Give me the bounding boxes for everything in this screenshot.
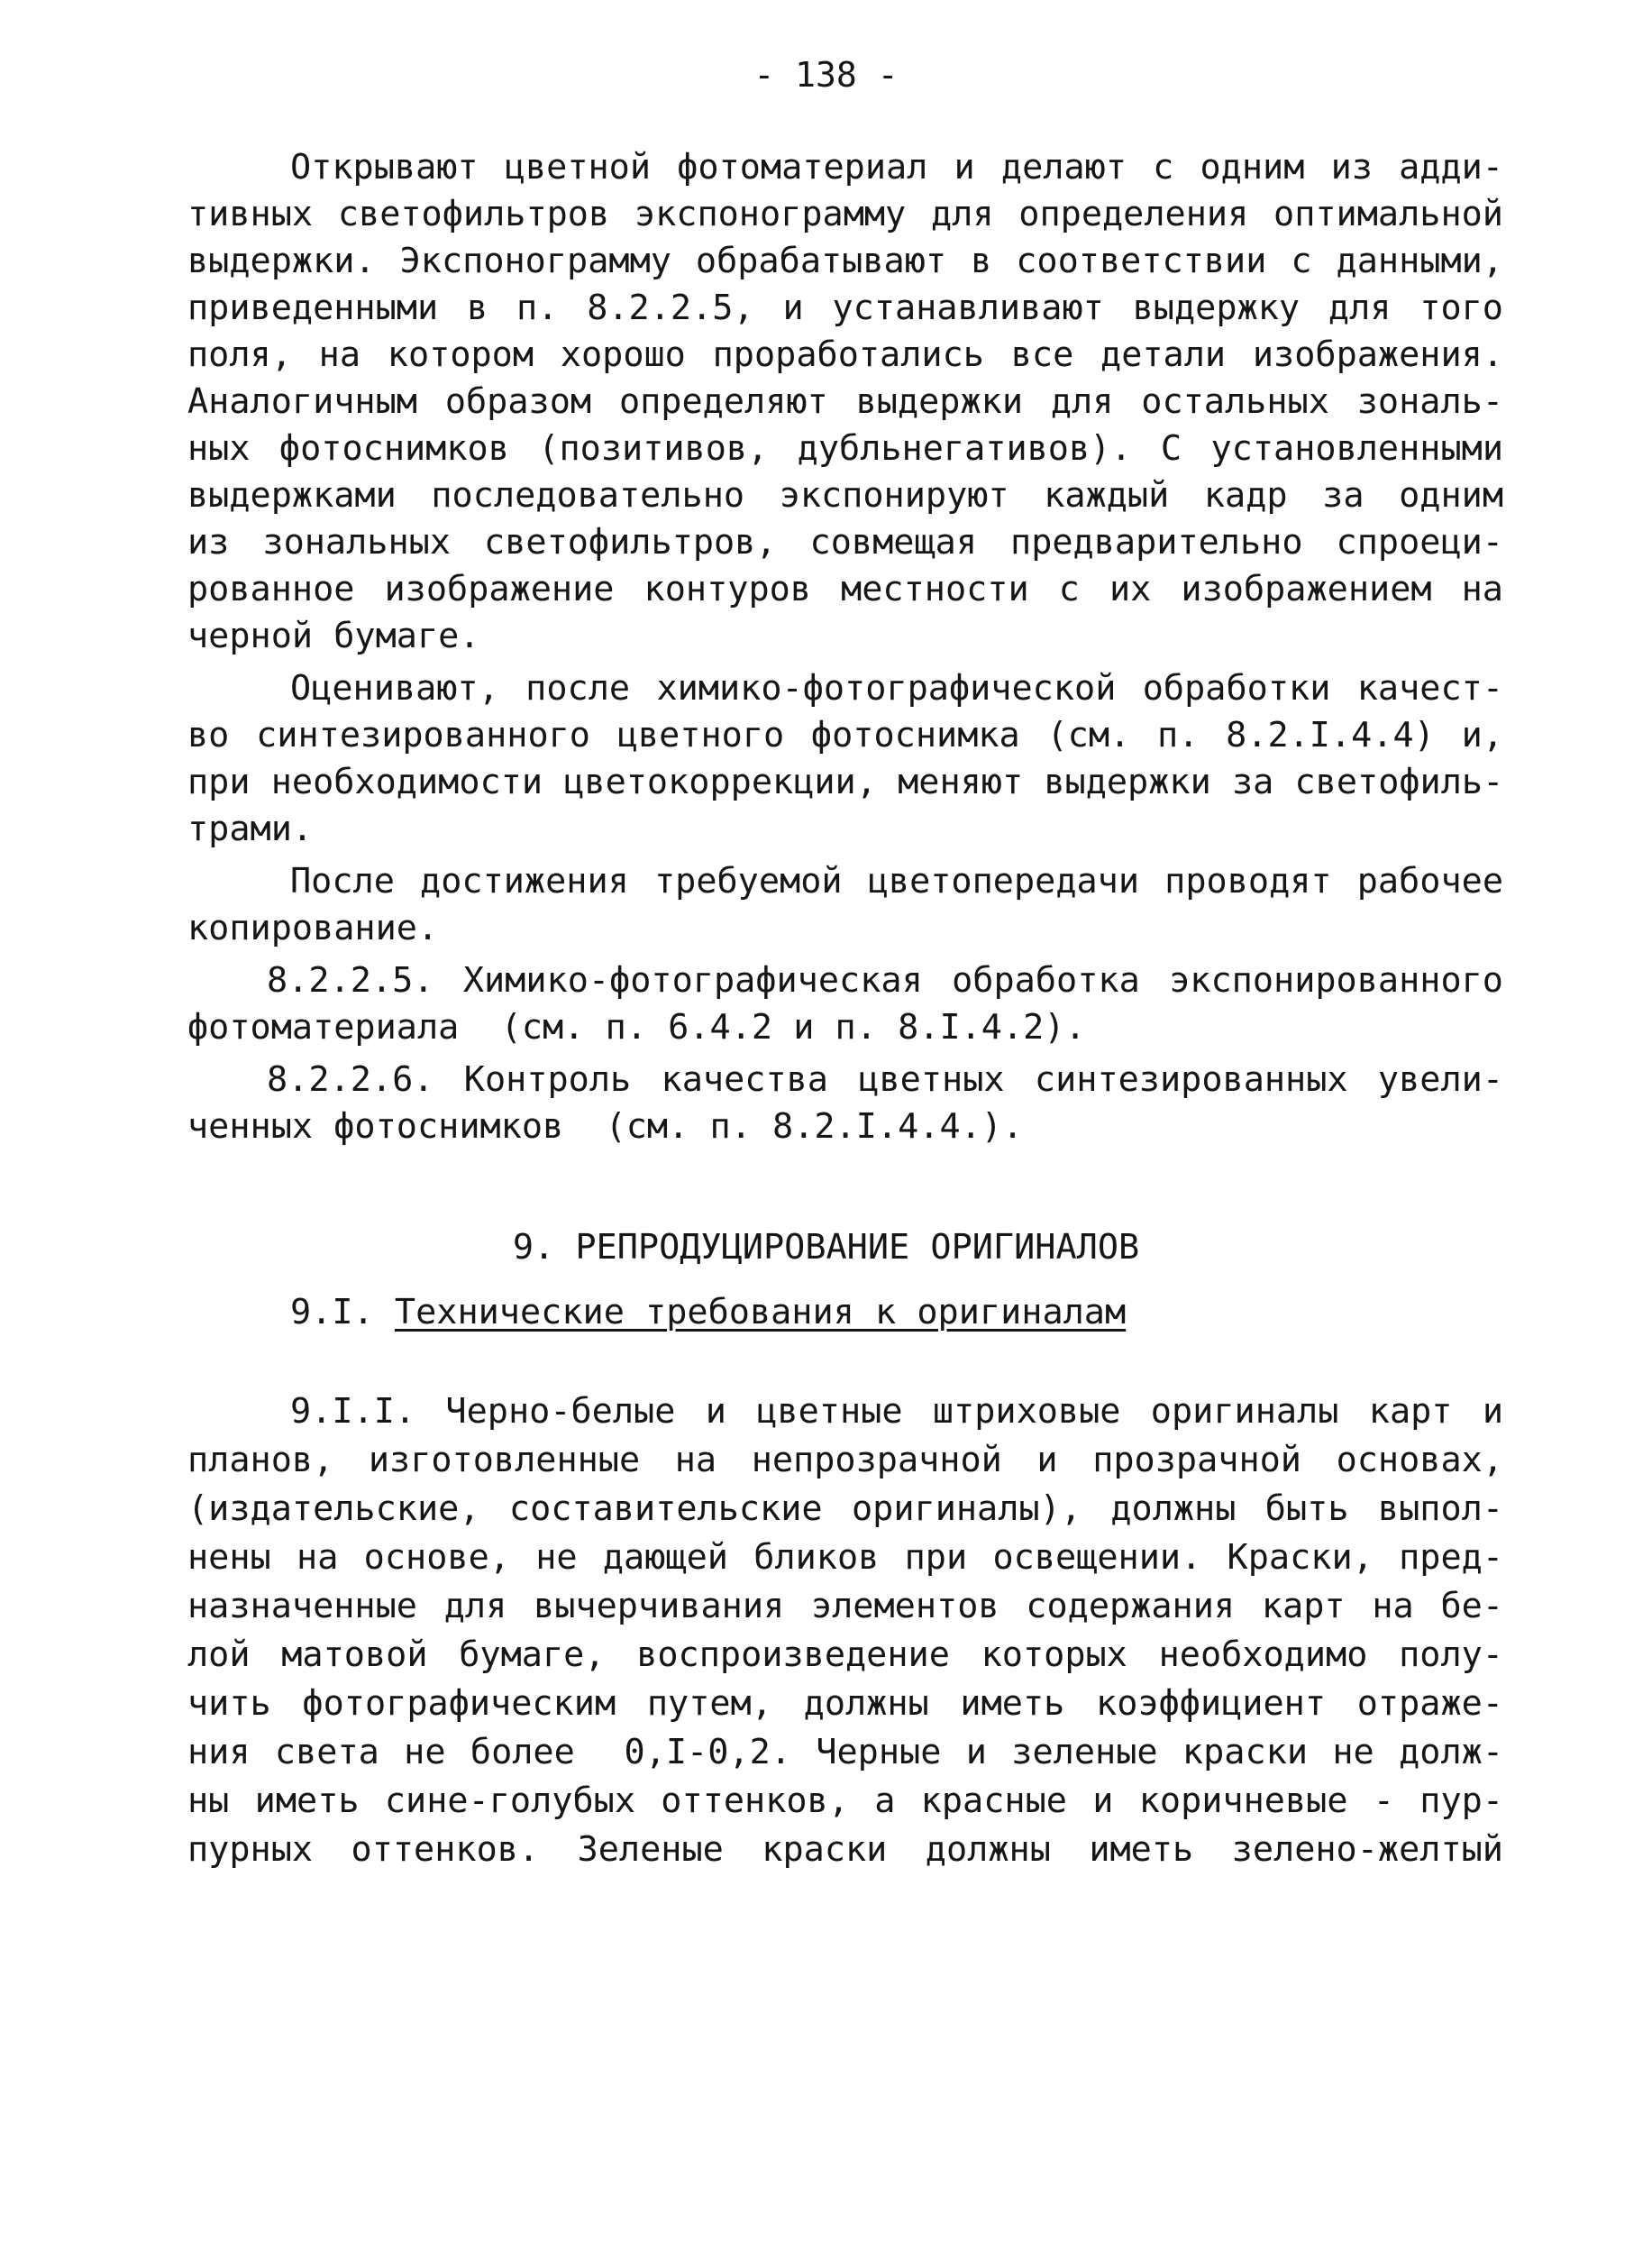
paragraph-line: рованное изображение контуров местности с их изображением на: [187, 569, 1503, 609]
paragraph-line: (издательские, составительские оригиналы), должны быть выпол-: [187, 1488, 1503, 1529]
subsection-title: Технические требования к оригиналам: [394, 1292, 1127, 1332]
paragraph-line: из зональных светофильтров, совмещая предварительно спроеци-: [187, 522, 1503, 563]
paragraph-line: пурных оттенков. Зеленые краски должны иметь зелено-желтый: [187, 1829, 1503, 1870]
paragraph-line: копирование.: [187, 908, 439, 948]
paragraph-line: 9.I.I. Черно-белые и цветные штриховые оригиналы карт и: [290, 1391, 1503, 1432]
paragraph-line: ных фотоснимков (позитивов, дубльнегативов). С установленными: [187, 428, 1503, 469]
paragraph-line: планов, изготовленные на непрозрачной и прозрачной основах,: [187, 1440, 1503, 1480]
paragraph-line: Оценивают, после химико-фотографической обработки качест-: [290, 668, 1503, 709]
paragraph-line: ченных фотоснимков (см. п. 8.2.I.4.4.).: [187, 1106, 1024, 1147]
paragraph-line: После достижения требуемой цветопередачи проводят рабочее: [290, 861, 1503, 902]
paragraph-line: выдержки. Экспонограмму обрабатывают в соответствии с данными,: [187, 241, 1503, 281]
paragraph-line: ния света не более 0,I-0,2. Черные и зеленые краски не долж-: [187, 1732, 1503, 1772]
paragraph-line: нены на основе, не дающей бликов при освещении. Краски, пред-: [187, 1537, 1503, 1578]
paragraph-line: 8.2.2.6. Контроль качества цветных синтезированных увели-: [267, 1059, 1503, 1100]
paragraph-line: трами.: [187, 809, 314, 849]
paragraph-line: при необходимости цветокоррекции, меняют выдержки за светофиль-: [187, 762, 1503, 802]
paragraph-line: чить фотографическим путем, должны иметь коэффициент отраже-: [187, 1683, 1503, 1724]
paragraph-line: ны иметь сине-голубых оттенков, а красные и коричневые - пур-: [187, 1781, 1503, 1821]
paragraph-line: во синтезированного цветного фотоснимка (см. п. 8.2.I.4.4) и,: [187, 715, 1503, 755]
paragraph-line: фотоматериала (см. п. 6.4.2 и п. 8.I.4.2).: [187, 1007, 1086, 1048]
subsection-heading: [290, 1289, 1126, 1336]
paragraph-line: поля, на котором хорошо проработались все детали изображения.: [187, 334, 1503, 375]
section-heading: 9. РЕПРОДУЦИРОВАНИЕ ОРИГИНАЛОВ: [512, 1227, 1140, 1268]
page-number: - 138 -: [753, 55, 899, 95]
paragraph-line: лой матовой бумаге, воспроизведение которых необходимо полу-: [187, 1634, 1503, 1675]
paragraph-line: Аналогичным образом определяют выдержки для остальных зональ-: [187, 381, 1503, 422]
paragraph-line: приведенными в п. 8.2.2.5, и устанавливают выдержку для того: [187, 288, 1503, 328]
paragraph-line: назначенные для вычерчивания элементов содержания карт на бе-: [187, 1586, 1503, 1626]
paragraph-line: тивных светофильтров экспонограмму для определения оптимальной: [187, 194, 1503, 234]
paragraph-line: 8.2.2.5. Химико-фотографическая обработка экспонированного: [267, 960, 1503, 1001]
paragraph-line: Открывают цветной фотоматериал и делают с одним из адди-: [290, 147, 1503, 188]
paragraph-line: выдержками последовательно экспонируют каждый кадр за одним: [187, 475, 1503, 516]
subsection-number: 9.I.: [290, 1292, 374, 1332]
paragraph-line: черной бумаге.: [187, 616, 480, 656]
